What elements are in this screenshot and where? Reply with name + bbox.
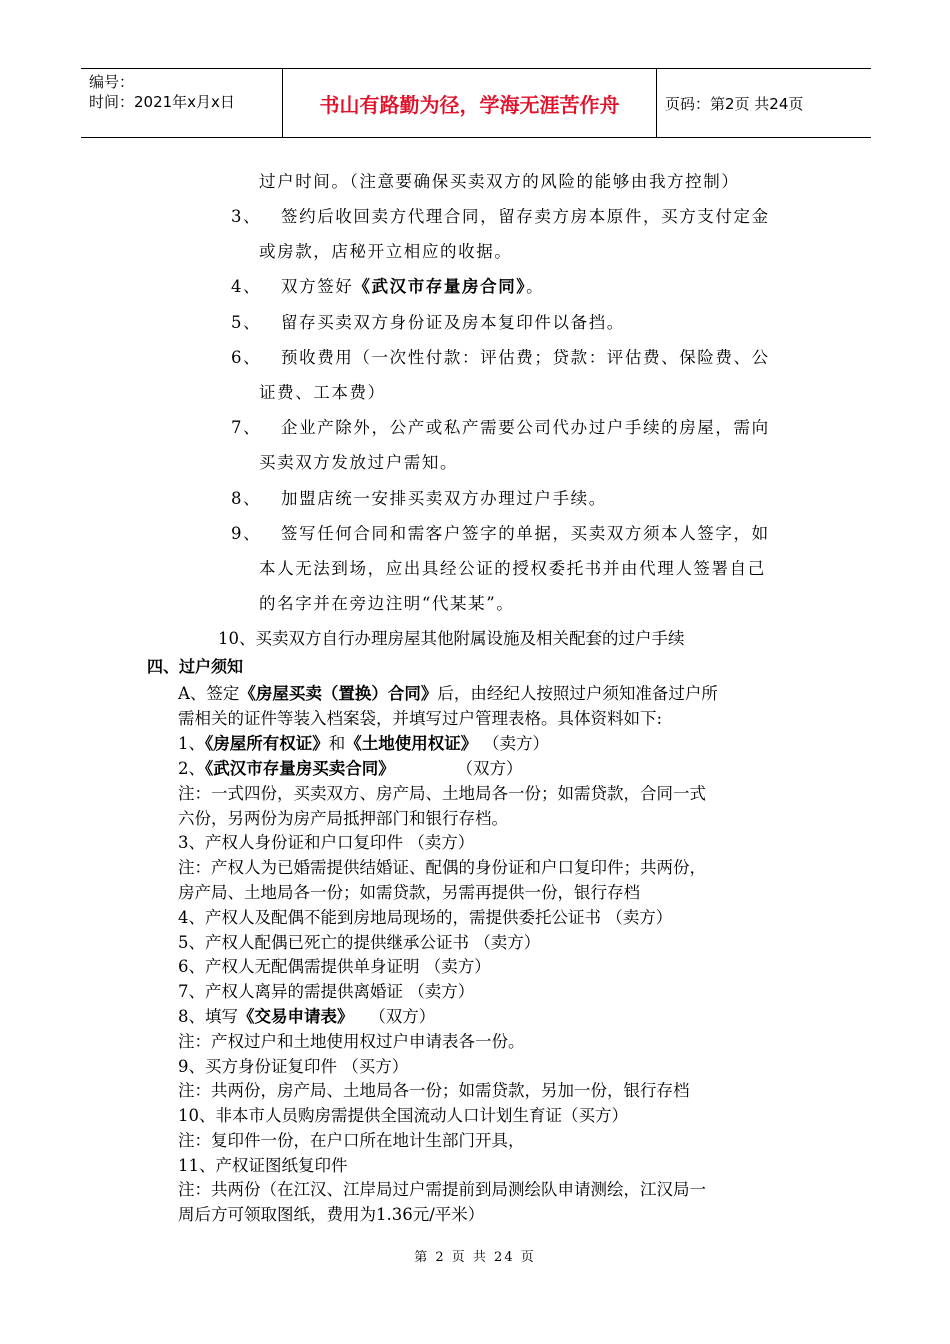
note-line: 注：复印件一份，在户口所在地计生部门开具， — [178, 1131, 525, 1150]
document-title: 《交易申请表》 — [238, 1007, 354, 1026]
list-item: 9、买方身份证复印件 （买方） — [178, 1057, 409, 1076]
list-item-number: 9、 — [231, 524, 262, 543]
list-item: 4、产权人及配偶不能到房地局现场的，需提供委托公证书 （卖方） — [178, 908, 673, 927]
list-item-text: 加盟店统一安排买卖双方办理过户手续。 — [281, 489, 607, 508]
note-line: 注：产权人为已婚需提供结婚证、配偶的身份证和户口复印件；共两份， — [178, 858, 706, 877]
list-item: 6、产权人无配偶需提供单身证明 （卖方） — [178, 957, 491, 976]
list-item: 7、产权人离异的需提供离婚证 （卖方） — [178, 982, 475, 1001]
section-heading: 四、过户须知 — [147, 657, 244, 676]
list-item-number: 5、 — [231, 313, 262, 332]
party-tag: （卖方） — [491, 734, 549, 753]
list-item-text: 签写任何合同和需客户签字的单据，买卖双方须本人签字，如 — [281, 524, 770, 543]
list-item-number: 6、 — [231, 348, 262, 367]
paragraph-line: 的名字并在旁边注明“代某某”。 — [259, 594, 515, 613]
list-item — [231, 273, 544, 297]
list-item — [231, 520, 770, 544]
paragraph-line — [178, 680, 718, 704]
document-date: 时间：2021年x月x日 — [89, 93, 235, 111]
document-title: 《土地使用权证》 — [345, 734, 478, 753]
list-item: 10、买卖双方自行办理房屋其他附属设施及相关配套的过户手续 — [218, 629, 685, 648]
list-item-text: 预收费用（一次性付款：评估费；贷款：评估费、保险费、公 — [281, 348, 770, 367]
list-item: 11、产权证图纸复印件 — [178, 1156, 348, 1175]
list-item — [231, 485, 607, 509]
note-line: 注：产权过户和土地使用权过户申请表各一份。 — [178, 1032, 525, 1051]
list-item — [231, 203, 770, 227]
list-item-number: 7、 — [231, 418, 262, 437]
paragraph-line: 本人无法到场，应出具经公证的授权委托书并由代理人签署自己 — [259, 559, 766, 578]
page-header — [81, 68, 871, 138]
header-motto: 书山有路勤为径，学海无涯苦作舟 — [283, 69, 657, 137]
text-run: 后，由经纪人按照过户须知准备过户所 — [437, 684, 718, 703]
list-item-text: 企业产除外，公产或私产需要公司代办过户手续的房屋，需向 — [281, 418, 770, 437]
paragraph-line: 证费、工本费） — [259, 383, 386, 402]
document-title: 《房屋所有权证》 — [205, 734, 329, 753]
list-item: 5、产权人配偶已死亡的提供继承公证书 （卖方） — [178, 933, 541, 952]
party-tag: （双方） — [464, 759, 523, 778]
list-item: 3、产权人身份证和户口复印件 （卖方） — [178, 833, 475, 852]
note-line: 注：共两份（在江汉、江岸局过户需提前到局测绘队申请测绘，江汉局一 — [178, 1180, 706, 1199]
contract-title: 《武汉市存量房合同》 — [353, 277, 527, 296]
list-item-number: 1、 — [178, 734, 205, 753]
page-footer: 第 2 页 共 24 页 — [414, 1250, 536, 1265]
party-tag: （双方） — [377, 1007, 436, 1026]
list-item — [178, 755, 523, 779]
list-item — [178, 1003, 435, 1027]
paragraph-line: 或房款，店秘开立相应的收据。 — [259, 242, 513, 261]
header-left-cell — [81, 69, 283, 137]
list-item — [231, 309, 625, 333]
document-number-label: 编号： — [89, 73, 135, 91]
document-title: 《武汉市存量房买卖合同》 — [205, 759, 395, 778]
list-item — [231, 414, 770, 438]
punctuation: 。 — [526, 277, 545, 296]
note-line: 注：共两份，房产局、土地局各一份；如需贷款，另加一份，银行存档 — [178, 1081, 690, 1100]
paragraph-line: 买卖双方发放过户需知。 — [259, 453, 459, 472]
note-line: 注：一式四份，买卖双方、房产局、土地局各一份；如需贷款，合同一式 — [178, 784, 706, 803]
paragraph-line: 过户时间。（注意要确保买卖双方的风险的能够由我方控制） — [259, 172, 740, 191]
list-item-number: 8、 — [231, 489, 262, 508]
list-item-number: 4、 — [231, 277, 262, 296]
list-item-text: 双方签好 — [281, 277, 354, 296]
text-run: A、签定 — [178, 684, 240, 703]
list-item — [178, 730, 549, 754]
note-line: 周后方可领取图纸，费用为1.36元/平米） — [178, 1205, 485, 1224]
paragraph-line: 需相关的证件等装入档案袋，并填写过户管理表格。具体资料如下: — [178, 709, 663, 728]
list-item-number: 2、 — [178, 759, 205, 778]
header-page-info: 页码：第2页 共24页 — [665, 94, 804, 113]
list-item: 10、非本市人员购房需提供全国流动人口计划生育证（买方） — [178, 1106, 628, 1125]
list-item — [231, 344, 770, 368]
note-line: 房产局、土地局各一份；如需贷款，另需再提供一份，银行存档 — [178, 883, 640, 902]
note-line: 六份，另两份为房产局抵押部门和银行存档。 — [178, 809, 508, 828]
list-item-text: 签约后收回卖方代理合同，留存卖方房本原件，买方支付定金 — [281, 207, 770, 226]
text-run: 和 — [328, 734, 346, 753]
list-item-text: 留存买卖双方身份证及房本复印件以备挡。 — [281, 313, 625, 332]
contract-title: 《房屋买卖（置换）合同》 — [239, 684, 438, 703]
text-run: 8、填写 — [178, 1007, 238, 1026]
list-item-number: 3、 — [231, 207, 262, 226]
